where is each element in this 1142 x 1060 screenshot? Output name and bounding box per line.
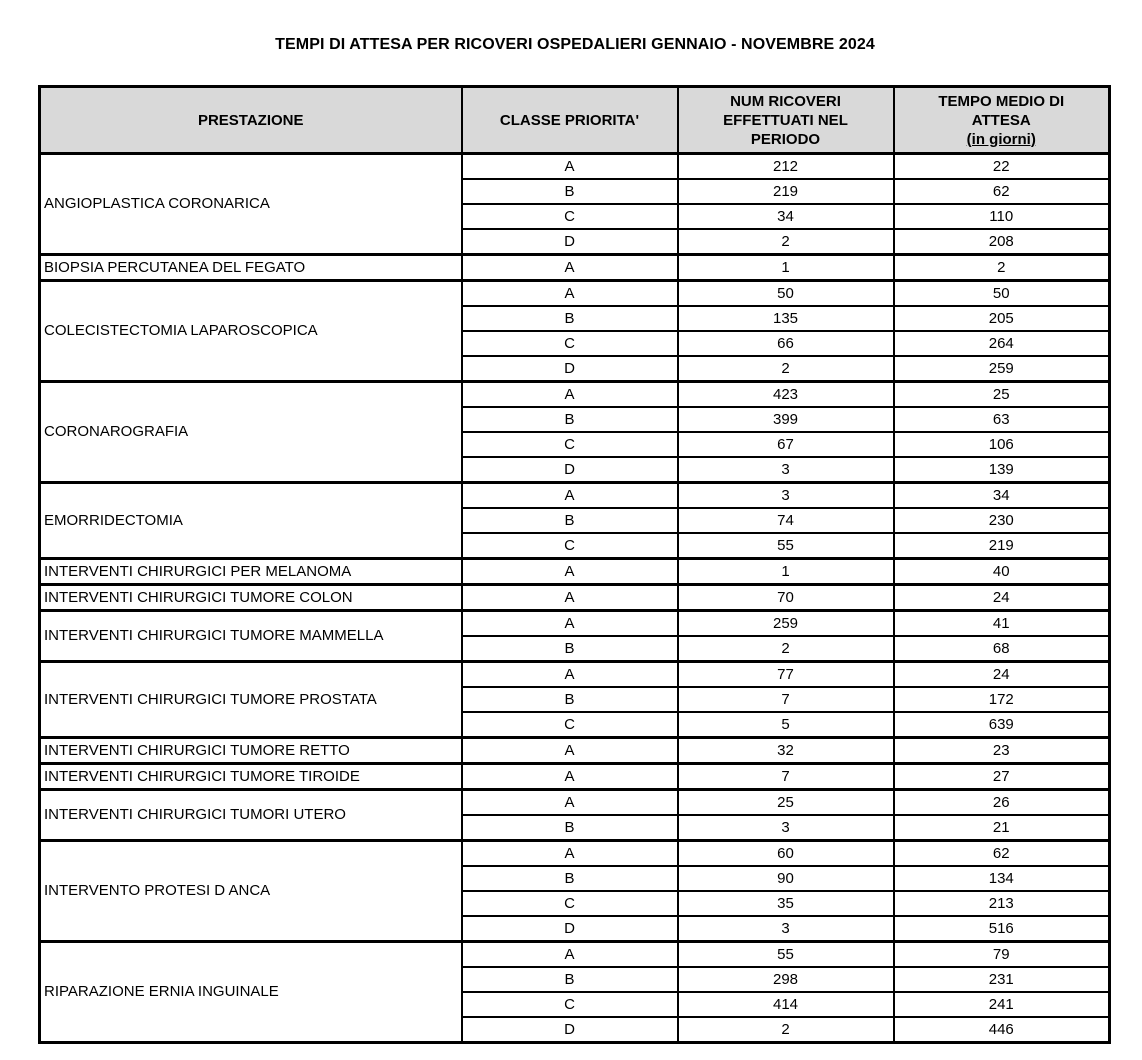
num-ricoveri-cell: 34 — [678, 204, 894, 229]
classe-cell: C — [462, 992, 678, 1017]
num-ricoveri-cell: 414 — [678, 992, 894, 1017]
num-ricoveri-cell: 7 — [678, 687, 894, 712]
classe-cell: A — [462, 585, 678, 611]
prestazione-cell: CORONAROGRAFIA — [40, 382, 462, 483]
tempo-medio-cell: 68 — [894, 636, 1110, 662]
tempo-medio-cell: 27 — [894, 764, 1110, 790]
classe-cell: C — [462, 712, 678, 738]
tempo-medio-cell: 24 — [894, 662, 1110, 688]
num-ricoveri-cell: 35 — [678, 891, 894, 916]
classe-cell: A — [462, 281, 678, 307]
classe-cell: A — [462, 738, 678, 764]
classe-cell: D — [462, 356, 678, 382]
header-tempo-line1: TEMPO MEDIO DI — [938, 92, 1065, 110]
tempo-medio-cell: 21 — [894, 815, 1110, 841]
header-num-ricoveri — [678, 87, 894, 154]
num-ricoveri-cell: 7 — [678, 764, 894, 790]
table-row — [40, 154, 1110, 180]
prestazione-cell: RIPARAZIONE ERNIA INGUINALE — [40, 942, 462, 1043]
classe-cell: B — [462, 815, 678, 841]
classe-cell: B — [462, 306, 678, 331]
table-row — [40, 281, 1110, 307]
table-row — [40, 559, 1110, 585]
prestazione-cell: EMORRIDECTOMIA — [40, 483, 462, 559]
tempo-medio-cell: 62 — [894, 179, 1110, 204]
prestazione-cell: INTERVENTI CHIRURGICI TUMORE MAMMELLA — [40, 611, 462, 662]
classe-cell: C — [462, 432, 678, 457]
classe-cell: D — [462, 229, 678, 255]
num-ricoveri-cell: 259 — [678, 611, 894, 637]
table-row — [40, 662, 1110, 688]
prestazione-cell: ANGIOPLASTICA CORONARICA — [40, 154, 462, 255]
table-row — [40, 942, 1110, 968]
header-prestazione-label: PRESTAZIONE — [197, 111, 304, 129]
prestazione-cell: INTERVENTI CHIRURGICI TUMORE COLON — [40, 585, 462, 611]
num-ricoveri-cell: 77 — [678, 662, 894, 688]
tempo-medio-cell: 264 — [894, 331, 1110, 356]
num-ricoveri-cell: 32 — [678, 738, 894, 764]
table-row — [40, 738, 1110, 764]
classe-cell: B — [462, 407, 678, 432]
classe-cell: D — [462, 916, 678, 942]
prestazione-cell: INTERVENTI CHIRURGICI TUMORE TIROIDE — [40, 764, 462, 790]
num-ricoveri-cell: 50 — [678, 281, 894, 307]
tempo-medio-cell: 259 — [894, 356, 1110, 382]
table-body — [40, 154, 1110, 1043]
header-tempo-medio — [894, 87, 1110, 154]
num-ricoveri-cell: 66 — [678, 331, 894, 356]
prestazione-cell: INTERVENTI CHIRURGICI PER MELANOMA — [40, 559, 462, 585]
classe-cell: A — [462, 559, 678, 585]
tempo-medio-cell: 23 — [894, 738, 1110, 764]
table-row — [40, 585, 1110, 611]
tempo-medio-cell: 172 — [894, 687, 1110, 712]
classe-cell: D — [462, 1017, 678, 1043]
classe-cell: A — [462, 841, 678, 867]
classe-cell: D — [462, 457, 678, 483]
num-ricoveri-cell: 25 — [678, 790, 894, 816]
num-ricoveri-cell: 3 — [678, 815, 894, 841]
tempo-medio-cell: 62 — [894, 841, 1110, 867]
num-ricoveri-cell: 2 — [678, 229, 894, 255]
tempo-medio-cell: 241 — [894, 992, 1110, 1017]
tempo-medio-cell: 40 — [894, 559, 1110, 585]
table-row — [40, 255, 1110, 281]
num-ricoveri-cell: 135 — [678, 306, 894, 331]
table-row — [40, 611, 1110, 637]
num-ricoveri-cell: 2 — [678, 1017, 894, 1043]
num-ricoveri-cell: 55 — [678, 942, 894, 968]
classe-cell: C — [462, 533, 678, 559]
classe-cell: A — [462, 255, 678, 281]
tempo-medio-cell: 50 — [894, 281, 1110, 307]
classe-cell: B — [462, 967, 678, 992]
tempo-medio-cell: 26 — [894, 790, 1110, 816]
header-tempo-line3: (in giorni) — [966, 130, 1036, 148]
num-ricoveri-cell: 2 — [678, 636, 894, 662]
tempo-medio-cell: 134 — [894, 866, 1110, 891]
classe-cell: B — [462, 636, 678, 662]
tempo-medio-cell: 41 — [894, 611, 1110, 637]
classe-cell: A — [462, 611, 678, 637]
table-row — [40, 483, 1110, 509]
num-ricoveri-cell: 55 — [678, 533, 894, 559]
num-ricoveri-cell: 3 — [678, 457, 894, 483]
header-tempo-line2: ATTESA — [971, 111, 1031, 129]
tempo-medio-cell: 63 — [894, 407, 1110, 432]
header-classe — [462, 87, 678, 154]
tempo-medio-cell: 34 — [894, 483, 1110, 509]
prestazione-cell: INTERVENTI CHIRURGICI TUMORE RETTO — [40, 738, 462, 764]
tempo-medio-cell: 139 — [894, 457, 1110, 483]
classe-cell: A — [462, 942, 678, 968]
tempo-medio-cell: 24 — [894, 585, 1110, 611]
tempo-medio-cell: 446 — [894, 1017, 1110, 1043]
tempo-medio-cell: 110 — [894, 204, 1110, 229]
num-ricoveri-cell: 5 — [678, 712, 894, 738]
num-ricoveri-cell: 399 — [678, 407, 894, 432]
num-ricoveri-cell: 67 — [678, 432, 894, 457]
prestazione-cell: BIOPSIA PERCUTANEA DEL FEGATO — [40, 255, 462, 281]
tempo-medio-cell: 25 — [894, 382, 1110, 408]
tempo-medio-cell: 22 — [894, 154, 1110, 180]
classe-cell: A — [462, 790, 678, 816]
num-ricoveri-cell: 70 — [678, 585, 894, 611]
num-ricoveri-cell: 90 — [678, 866, 894, 891]
num-ricoveri-cell: 60 — [678, 841, 894, 867]
header-num-line2: EFFETTUATI NEL — [723, 111, 848, 129]
classe-cell: B — [462, 687, 678, 712]
tempo-medio-cell: 516 — [894, 916, 1110, 942]
table-header-row — [40, 87, 1110, 154]
header-prestazione — [40, 87, 462, 154]
header-num-line1: NUM RICOVERI — [730, 92, 841, 110]
tempo-medio-cell: 208 — [894, 229, 1110, 255]
num-ricoveri-cell: 219 — [678, 179, 894, 204]
table-row — [40, 790, 1110, 816]
num-ricoveri-cell: 3 — [678, 483, 894, 509]
num-ricoveri-cell: 298 — [678, 967, 894, 992]
tempo-medio-cell: 230 — [894, 508, 1110, 533]
waiting-times-table — [38, 85, 1111, 1044]
classe-cell: C — [462, 331, 678, 356]
tempo-medio-cell: 639 — [894, 712, 1110, 738]
table-row — [40, 382, 1110, 408]
classe-cell: B — [462, 508, 678, 533]
table-row — [40, 841, 1110, 867]
tempo-medio-cell: 219 — [894, 533, 1110, 559]
num-ricoveri-cell: 74 — [678, 508, 894, 533]
classe-cell: C — [462, 891, 678, 916]
tempo-medio-cell: 213 — [894, 891, 1110, 916]
classe-cell: A — [462, 483, 678, 509]
table-row — [40, 764, 1110, 790]
classe-cell: A — [462, 764, 678, 790]
num-ricoveri-cell: 2 — [678, 356, 894, 382]
num-ricoveri-cell: 212 — [678, 154, 894, 180]
num-ricoveri-cell: 1 — [678, 255, 894, 281]
num-ricoveri-cell: 423 — [678, 382, 894, 408]
prestazione-cell: COLECISTECTOMIA LAPAROSCOPICA — [40, 281, 462, 382]
prestazione-cell: INTERVENTI CHIRURGICI TUMORE PROSTATA — [40, 662, 462, 738]
document-title: TEMPI DI ATTESA PER RICOVERI OSPEDALIERI GENNAIO - NOVEMBRE 2024 — [275, 36, 875, 53]
tempo-medio-cell: 2 — [894, 255, 1110, 281]
tempo-medio-cell: 106 — [894, 432, 1110, 457]
tempo-medio-cell: 79 — [894, 942, 1110, 968]
classe-cell: B — [462, 866, 678, 891]
classe-cell: B — [462, 179, 678, 204]
num-ricoveri-cell: 3 — [678, 916, 894, 942]
classe-cell: A — [462, 154, 678, 180]
num-ricoveri-cell: 1 — [678, 559, 894, 585]
tempo-medio-cell: 231 — [894, 967, 1110, 992]
classe-cell: C — [462, 204, 678, 229]
header-classe-label: CLASSE PRIORITA' — [499, 111, 640, 129]
tempo-medio-cell: 205 — [894, 306, 1110, 331]
header-num-line3: PERIODO — [750, 130, 821, 148]
prestazione-cell: INTERVENTI CHIRURGICI TUMORI UTERO — [40, 790, 462, 841]
classe-cell: A — [462, 662, 678, 688]
classe-cell: A — [462, 382, 678, 408]
prestazione-cell: INTERVENTO PROTESI D ANCA — [40, 841, 462, 942]
